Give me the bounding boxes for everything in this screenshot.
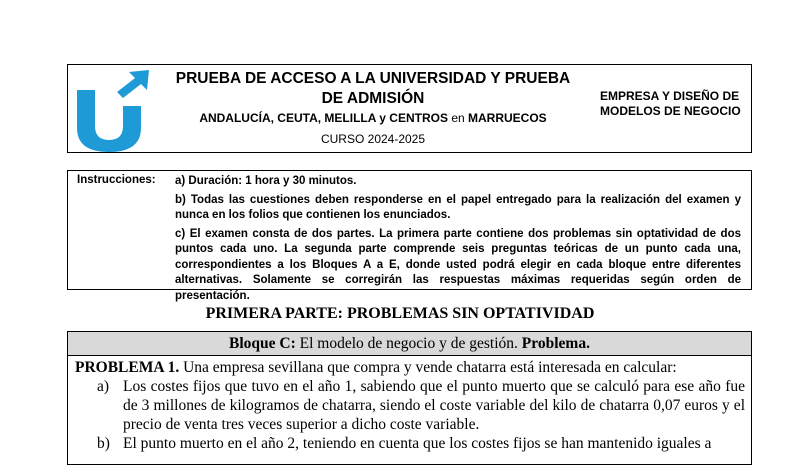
problem-items bbox=[75, 377, 745, 453]
bloque-header: Bloque C: El modelo de negocio y de gestión. Problema. bbox=[67, 331, 752, 356]
exam-course: CURSO 2024-2025 bbox=[320, 132, 426, 146]
problem-intro: PROBLEMA 1. Una empresa sevillana que compra y vende chatarra está interesada en calcular: bbox=[75, 359, 677, 376]
exam-subject: EMPRESA Y DISEÑO DE MODELOS DE NEGOCIO bbox=[600, 89, 741, 118]
exam-region: ANDALUCÍA, CEUTA, MELILLA y CENTROS en MARRUECOS bbox=[199, 111, 547, 125]
problem-box bbox=[67, 355, 752, 465]
section-title: PRIMERA PARTE: PROBLEMAS SIN OPTATIVIDAD bbox=[205, 305, 595, 322]
exam-header bbox=[67, 64, 752, 153]
instruction-item: a) Duración: 1 hora y 30 minutos. bbox=[175, 175, 357, 187]
instruction-item: c) El examen consta de dos partes. La primera parte contiene dos problemas sin optatividad de dos puntos cada uno. La segunda parte comprende seis preguntas teóricas de un punto cada una, correspondientes a los Bloques A a E, donde usted podrá elegir en cada bloque entre diferentes alternativas. Solamente se corregirán las respuestas máximas requeridas según orden de presentación. bbox=[175, 227, 741, 302]
instructions-list bbox=[175, 174, 741, 307]
instruction-item: b) Todas las cuestiones deben responderse en el papel entregado para la realización del examen y nunca en los folios que contienen los enunciados. bbox=[175, 193, 741, 221]
problem-item: a) Los costes fijos que tuvo en el año 1, sabiendo que el punto muerto que se calculó para ese año fue de 3 millones de kilogramos de chatarra, siendo el coste variable del kilo de chatarra 0,07 euros y el precio de venta tres veces superior a dicho coste variable. bbox=[97, 378, 745, 433]
exam-title: PRUEBA DE ACCESO A LA UNIVERSIDAD Y PRUEBA DE ADMISIÓN bbox=[175, 70, 571, 107]
problem-item: b) El punto muerto en el año 2, teniendo en cuenta que los costes fijos se han mantenido iguales a bbox=[97, 435, 712, 452]
university-logo bbox=[73, 68, 151, 152]
instructions-box bbox=[67, 170, 752, 302]
instructions-label: Instrucciones: bbox=[77, 174, 156, 186]
